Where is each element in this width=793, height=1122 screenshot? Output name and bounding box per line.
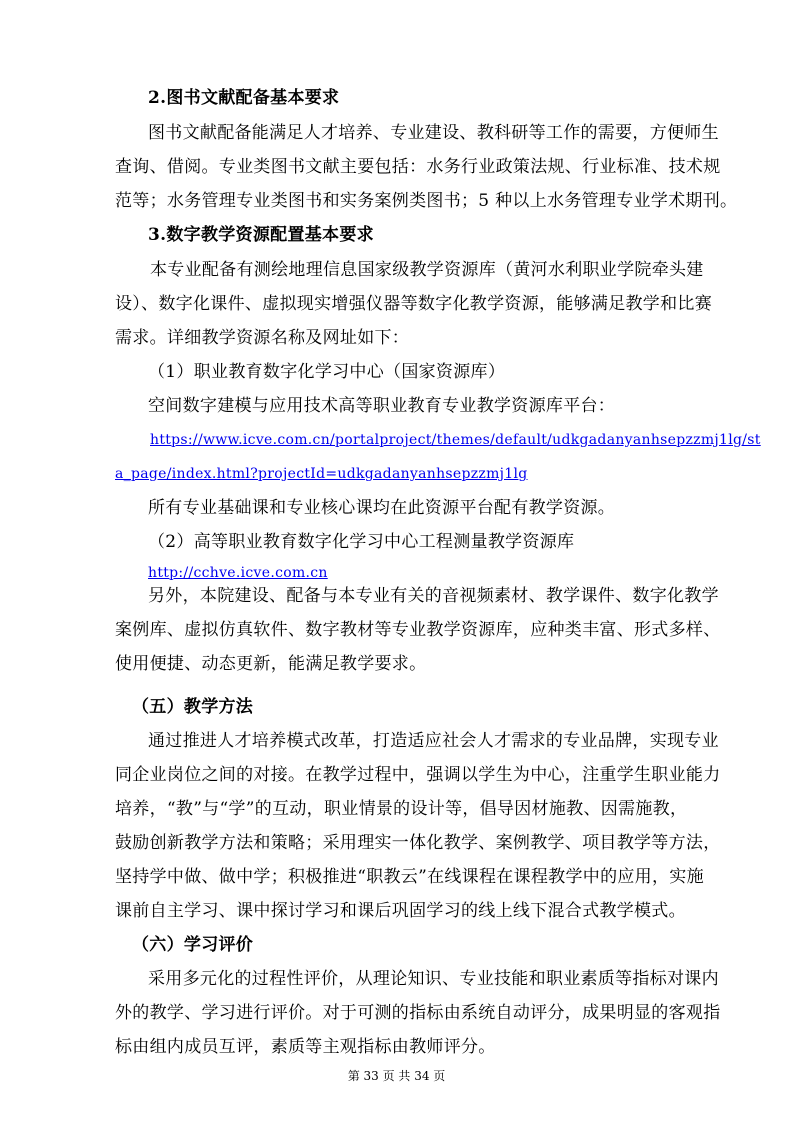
- paragraph-line: 查询、借阅。专业类图书文献主要包括：水务行业政策法规、行业标准、技术规: [115, 157, 721, 177]
- paragraph-line: 使用便捷、动态更新，能满足教学要求。: [115, 654, 427, 674]
- section-heading-digital: 3.数字教学资源配置基本要求: [148, 225, 374, 245]
- paragraph-line: 本专业配备有测绘地理信息国家级教学资源库（黄河水利职业学院牵头建: [150, 260, 704, 280]
- resource-platform-label: 空间数字建模与应用技术高等职业教育专业教学资源库平台：: [148, 396, 616, 416]
- section-heading-library: 2.图书文献配备基本要求: [148, 88, 340, 108]
- resource-item-title: （1）职业教育数字化学习中心（国家资源库）: [148, 362, 506, 382]
- paragraph-line: 培养，“教”与“学”的互动，职业情景的设计等，倡导因材施教、因需施教，: [115, 799, 688, 819]
- paragraph-line: 采用多元化的过程性评价，从理论知识、专业技能和职业素质等指标对课内: [148, 969, 719, 989]
- paragraph-line: 图书文献配备能满足人才培养、专业建设、教科研等工作的需要，方便师生: [148, 123, 719, 143]
- paragraph-line: 坚持学中做、做中学；积极推进“职教云”在线课程在课程教学中的应用，实施: [115, 867, 704, 887]
- paragraph-line: 范等；水务管理专业类图书和实务案例类图书；5 种以上水务管理专业学术期刊。: [115, 191, 738, 211]
- resource-item-title: （2）高等职业教育数字化学习中心工程测量教学资源库: [148, 532, 575, 552]
- resource-link-part2[interactable]: a_page/index.html?projectId=udkgadanyanhsepzzmj1lg: [115, 466, 528, 482]
- paragraph-line: 另外，本院建设、配备与本专业有关的音视频素材、教学课件、数字化教学: [148, 586, 719, 606]
- paragraph-line: 标由组内成员互评，素质等主观指标由教师评分。: [115, 1037, 496, 1057]
- paragraph-line: 通过推进人才培养模式改革，打造适应社会人才需求的专业品牌，实现专业: [148, 731, 719, 751]
- paragraph-line: 课前自主学习、课中探讨学习和课后巩固学习的线上线下混合式教学模式。: [115, 901, 686, 921]
- paragraph-line: 设）、数字化课件、虚拟现实增强仪器等数字化教学资源，能够满足教学和比赛: [115, 294, 712, 314]
- resource-link-part1[interactable]: https://www.icve.com.cn/portalproject/themes/default/udkgadanyanhsepzzmj1lg/st: [150, 432, 761, 448]
- resource-link-cchve[interactable]: http://cchve.icve.com.cn: [148, 565, 328, 581]
- section-heading-evaluation: （六）学习评价: [132, 935, 254, 955]
- paragraph-line: 需求。详细教学资源名称及网址如下：: [115, 328, 410, 348]
- paragraph-line: 案例库、虚拟仿真软件、数字教材等专业教学资源库，应种类丰富、形式多样、: [115, 620, 721, 640]
- page-number-footer: 第 33 页 共 34 页: [347, 1069, 446, 1083]
- section-heading-method: （五）教学方法: [132, 697, 254, 717]
- resource-note: 所有专业基础课和专业核心课均在此资源平台配有教学资源。: [148, 498, 616, 518]
- paragraph-line: 外的教学、学习进行评价。对于可测的指标由系统自动评分，成果明显的客观指: [115, 1003, 721, 1023]
- paragraph-line: 鼓励创新教学方法和策略；采用理实一体化教学、案例教学、项目教学等方法，: [115, 833, 721, 853]
- paragraph-line: 同企业岗位之间的对接。在教学过程中，强调以学生为中心，注重学生职业能力: [115, 765, 721, 785]
